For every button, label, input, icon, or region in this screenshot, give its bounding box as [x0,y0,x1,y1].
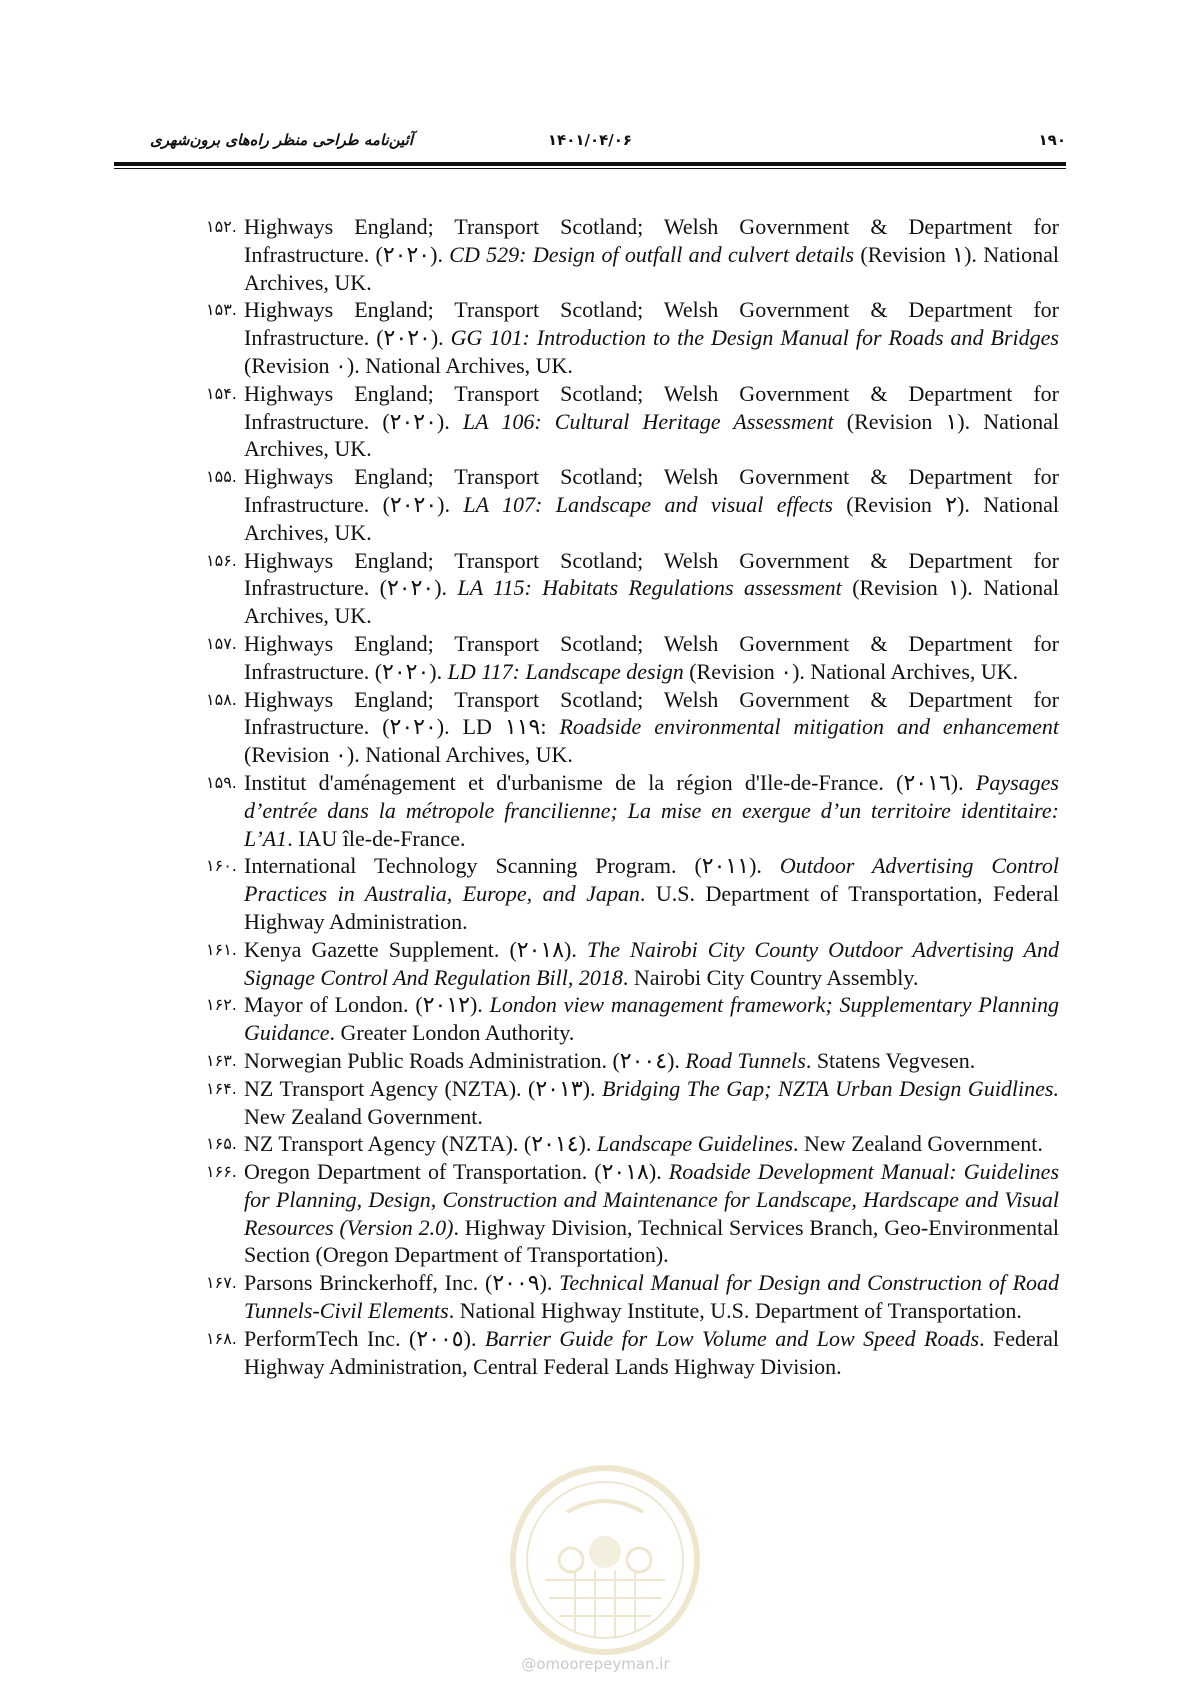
reference-publisher: . IAU île-de-France. [287,825,466,851]
reference-title: London view management framework; Supplementary Planning Guidance [244,992,1059,1046]
reference-text [244,937,1059,990]
reference-publisher: (Revision ۱). National Archives, UK. [244,575,1059,629]
reference-text [244,1159,1059,1267]
reference-item [206,463,1059,546]
reference-text [244,853,1059,934]
reference-number: ۱۵۲. [206,217,237,236]
reference-authors: Institut d'aménagement et d'urbanisme de la région d'Ile-de-France. (۲۰۱٦). [244,769,976,795]
reference-title: LD 117: Landscape design [447,658,684,684]
page-number: ۱۹۰ [1038,131,1066,149]
reference-authors: Highways England; Transport Scotland; Welsh Government & Department for Infrastructure. (۲۰۲۰). [244,214,1059,267]
reference-item [206,213,1059,296]
reference-item [206,852,1059,935]
reference-title: Paysages d’entrée dans la métropole francilienne; La mise en exergue d’un territoire identitaire: L’A1 [244,769,1059,851]
reference-authors: NZ Transport Agency (NZTA). (۲۰۱٤). [244,1131,597,1157]
reference-number: ۱۶۰. [206,856,237,876]
reference-text [244,1048,975,1073]
reference-authors: Oregon Department of Transportation. (۲۰۱۸). [244,1159,669,1185]
reference-list [206,213,1059,1380]
reference-publisher: New Zealand Government. [244,1103,483,1129]
reference-number: ۱۵۸. [206,689,237,709]
reference-item [206,991,1059,1047]
reference-number: ۱۶۱. [206,939,237,959]
reference-item [206,1269,1059,1325]
reference-title: Technical Manual for Design and Construction of Road Tunnels-Civil Elements [244,1270,1060,1324]
reference-number: ۱۶۲. [206,995,237,1015]
reference-item [206,1130,1059,1158]
reference-title: Bridging The Gap; NZTA Urban Design Guidlines. [602,1075,1059,1101]
reference-text [244,770,1059,851]
reference-authors: Highways England; Transport Scotland; Welsh Government & Department for Infrastructure. (۲۰۲۰). [244,297,1059,351]
reference-item [206,1075,1059,1131]
reference-title: CD 529: Design of outfall and culvert details [449,241,855,267]
reference-item [206,1158,1059,1269]
reference-text [244,992,1059,1045]
reference-title: The Nairobi City County Outdoor Advertising And Signage Control And Regulation Bill, 2018 [244,936,1059,990]
reference-publisher: (Revision ۰). National Archives, UK. [244,352,573,378]
header-date: ۱۴۰۱/۰۴/۰۶ [547,131,633,149]
reference-text [244,687,1059,768]
reference-authors: Mayor of London. (۲۰۱۲). [244,992,490,1018]
reference-authors: Parsons Brinckerhoff, Inc. (۲۰۰۹). [244,1270,560,1296]
reference-number: ۱۶۵. [206,1134,237,1154]
reference-authors: Highways England; Transport Scotland; Welsh Government & Department for Infrastructure. (۲۰۲۰). [244,547,1059,601]
reference-authors: Kenya Gazette Supplement. (۲۰۱۸). [244,936,587,962]
reference-publisher: . National Highway Institute, U.S. Department of Transportation. [448,1298,1022,1324]
reference-item [206,630,1059,686]
reference-number: ۱۶۶. [206,1162,237,1182]
reference-item [206,686,1059,769]
reference-item [206,296,1059,379]
reference-authors: Highways England; Transport Scotland; Welsh Government & Department for Infrastructure. (۲۰۲۰). LD ۱۱۹: [244,686,1059,740]
watermark-site: @omoorepeyman.ir [521,1655,670,1673]
reference-number: ۱۶۴. [206,1078,237,1098]
reference-publisher: . Highway Division, Technical Services Branch, Geo-Environmental Section (Oregon Department of Transportation). [244,1214,1059,1268]
header-title: آئین‌نامه طراحی منظر راه‌های برون‌شهری [150,131,413,149]
reference-title: Roadside Development Manual: Guidelines for Planning, Design, Construction and Maintenance for Landscape, Hardscape and Visual Resources (Version 2.0) [244,1159,1060,1240]
reference-text [244,631,1059,684]
reference-title: Roadside environmental mitigation and enhancement [559,714,1059,740]
reference-publisher: . Federal Highway Administration, Central Federal Lands Highway Division. [244,1325,1059,1379]
reference-title: LA 106: Cultural Heritage Assessment [462,408,834,434]
reference-publisher: (Revision ۱). National Archives, UK. [244,241,1059,295]
header-rule-thick [114,162,1066,166]
reference-item [206,1047,1059,1075]
reference-item [206,547,1059,630]
reference-authors: NZ Transport Agency (NZTA). (۲۰۱۳). [244,1075,602,1101]
reference-publisher: (Revision ۰). National Archives, UK. [683,658,1019,684]
reference-item [206,769,1059,852]
reference-number: ۱۶۳. [206,1050,237,1070]
reference-number: ۱۵۷. [206,633,237,653]
reference-publisher: . Greater London Authority. [329,1020,575,1046]
reference-title: LA 115: Habitats Regulations assessment [457,575,842,601]
reference-authors: International Technology Scanning Program. (۲۰۱۱). [244,853,780,879]
reference-number: ۱۵۳. [206,300,237,320]
reference-text [244,297,1059,378]
reference-authors: Highways England; Transport Scotland; Welsh Government & Department for Infrastructure. (۲۰۲۰). [244,464,1059,517]
reference-title: Landscape Guidelines [596,1131,794,1157]
reference-publisher: . Nairobi City Country Assembly. [622,964,919,990]
reference-authors: Highways England; Transport Scotland; Welsh Government & Department for Infrastructure. (۲۰۲۰). [244,630,1059,684]
reference-publisher: . Statens Vegvesen. [805,1047,976,1073]
reference-text [244,381,1059,462]
reference-text [244,1270,1059,1323]
reference-publisher: . New Zealand Government. [793,1131,1043,1157]
reference-publisher: (Revision ۱). National Archives, UK. [244,408,1059,462]
reference-number: ۱۵۹. [206,772,237,792]
reference-item [206,380,1059,463]
reference-number: ۱۶۷. [206,1273,237,1293]
reference-item [206,936,1059,992]
reference-text [244,1326,1059,1379]
reference-authors: Norwegian Public Roads Administration. (۲۰۰٤). [244,1047,686,1073]
reference-title: Road Tunnels [685,1047,806,1073]
reference-number: ۱۵۵. [206,467,237,487]
reference-publisher: . U.S. Department of Transportation, Federal Highway Administration. [244,881,1060,934]
emblem-seal-icon [505,1460,705,1660]
page-header [114,131,1066,165]
reference-item [206,1325,1059,1381]
reference-publisher: (Revision ۰). National Archives, UK. [244,742,573,768]
reference-number: ۱۵۴. [206,383,237,403]
reference-number: ۱۵۶. [206,550,237,570]
reference-title: Barrier Guide for Low Volume and Low Speed Roads [484,1325,980,1351]
reference-text [244,464,1059,545]
reference-text [244,548,1059,629]
reference-text [244,1131,1043,1156]
reference-title: GG 101: Introduction to the Design Manual for Roads and Bridges [450,325,1059,351]
reference-text [244,214,1059,295]
reference-title: Outdoor Advertising Control Practices in Australia, Europe, and Japan [244,853,1059,907]
reference-publisher: (Revision ۲). National Archives, UK. [244,491,1060,545]
reference-authors: PerformTech Inc. (۲۰۰٥). [244,1325,485,1351]
reference-authors: Highways England; Transport Scotland; Welsh Government & Department for Infrastructure. (۲۰۲۰). [244,380,1059,434]
reference-text [244,1076,1059,1129]
reference-number: ۱۶۸. [206,1328,237,1348]
reference-title: LA 107: Landscape and visual effects [463,491,833,517]
header-rule-thin [114,168,1066,169]
